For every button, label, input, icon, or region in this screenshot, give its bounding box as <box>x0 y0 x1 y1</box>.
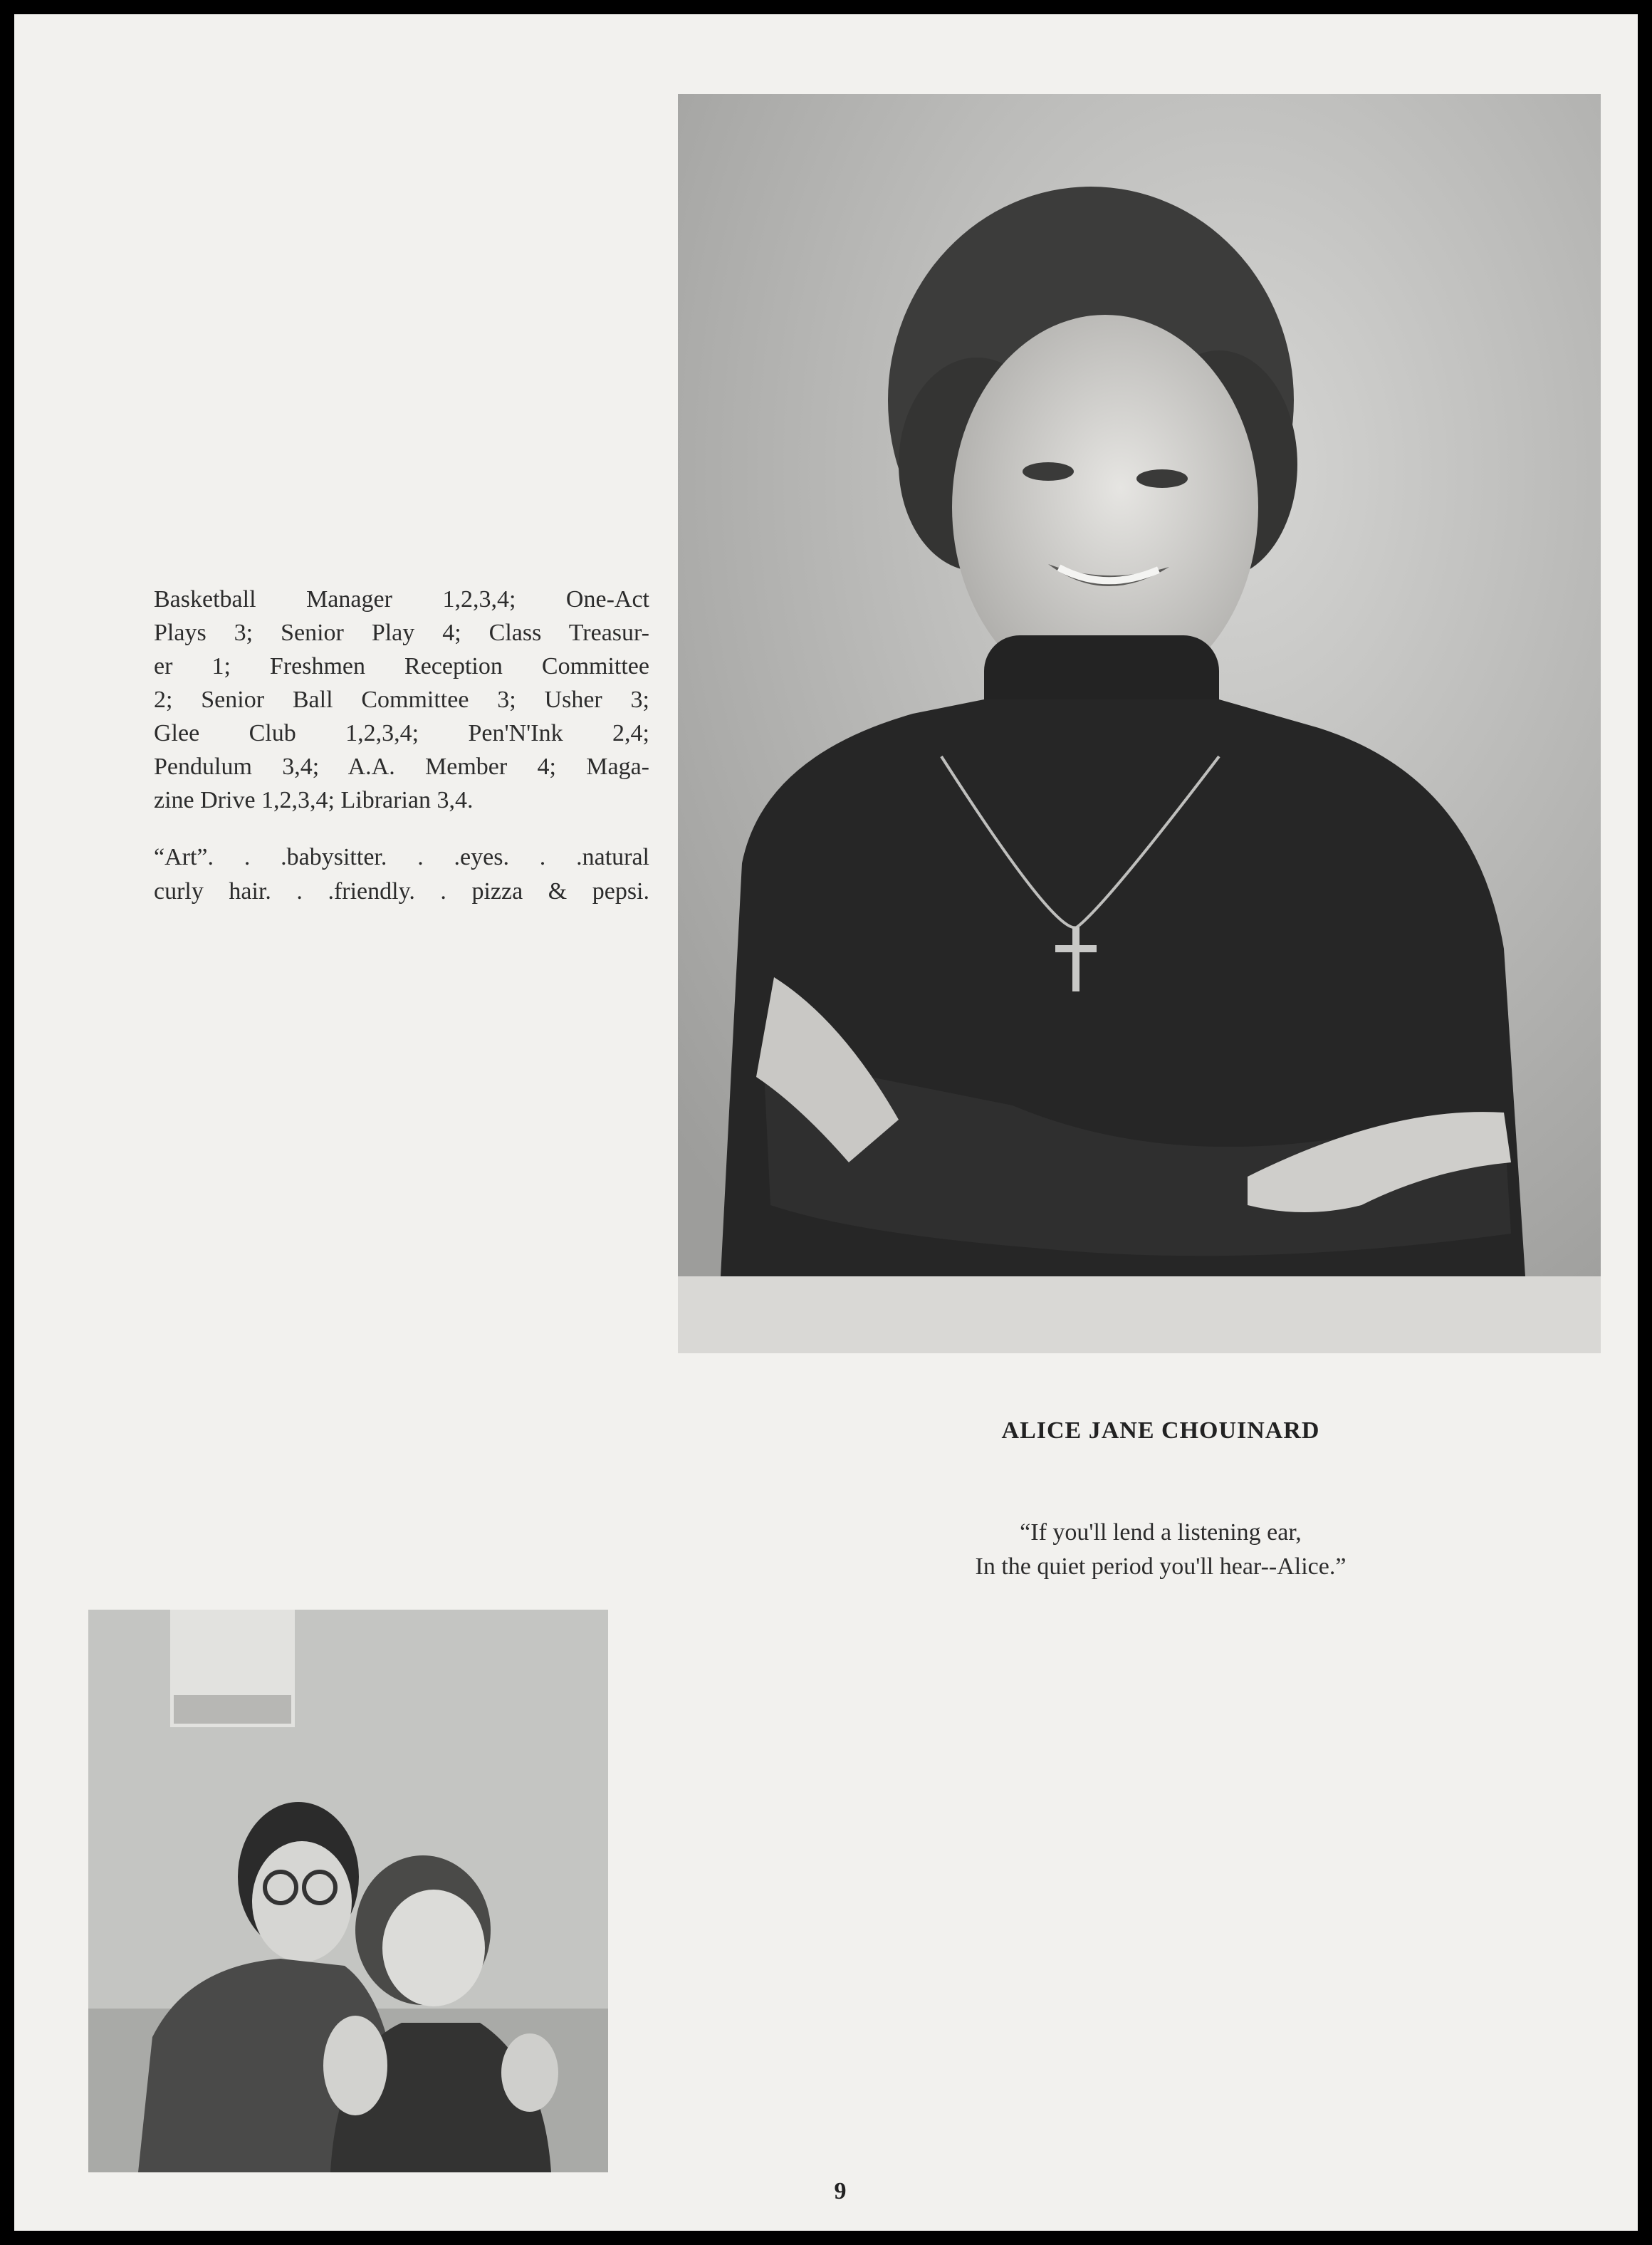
student-name: ALICE JANE CHOUINARD <box>1001 1417 1320 1444</box>
student-quote <box>840 1516 1481 1584</box>
activities-line: Plays 3; Senior Play 4; Class Treasur- <box>154 620 649 646</box>
traits-text <box>154 840 649 909</box>
activities-list <box>154 583 649 817</box>
portrait-illustration <box>678 94 1601 1353</box>
activities-line: 2; Senior Ball Committee 3; Usher 3; <box>154 687 649 713</box>
activities-line: Pendulum 3,4; A.A. Member 4; Maga- <box>154 754 649 780</box>
activities-line: Glee Club 1,2,3,4; Pen'N'Ink 2,4; <box>154 720 649 746</box>
traits-line: curly hair. . .friendly. . pizza & pepsi. <box>154 878 649 905</box>
traits-line: “Art”. . .babysitter. . .eyes. . .natural <box>154 844 649 870</box>
candid-snapshot-photo <box>88 1610 608 2172</box>
activities-line: er 1; Freshmen Reception Committee <box>154 653 649 679</box>
yearbook-page <box>14 14 1638 2231</box>
activities-line: zine Drive 1,2,3,4; Librarian 3,4. <box>154 787 474 813</box>
quote-line: “If you'll lend a listening ear, <box>1020 1519 1302 1546</box>
quote-line: In the quiet period you'll hear--Alice.” <box>975 1553 1347 1580</box>
activities-line: Basketball Manager 1,2,3,4; One-Act <box>154 586 649 613</box>
senior-portrait-photo <box>678 94 1601 1353</box>
page-number: 9 <box>834 2178 847 2204</box>
snapshot-illustration <box>88 1610 608 2172</box>
